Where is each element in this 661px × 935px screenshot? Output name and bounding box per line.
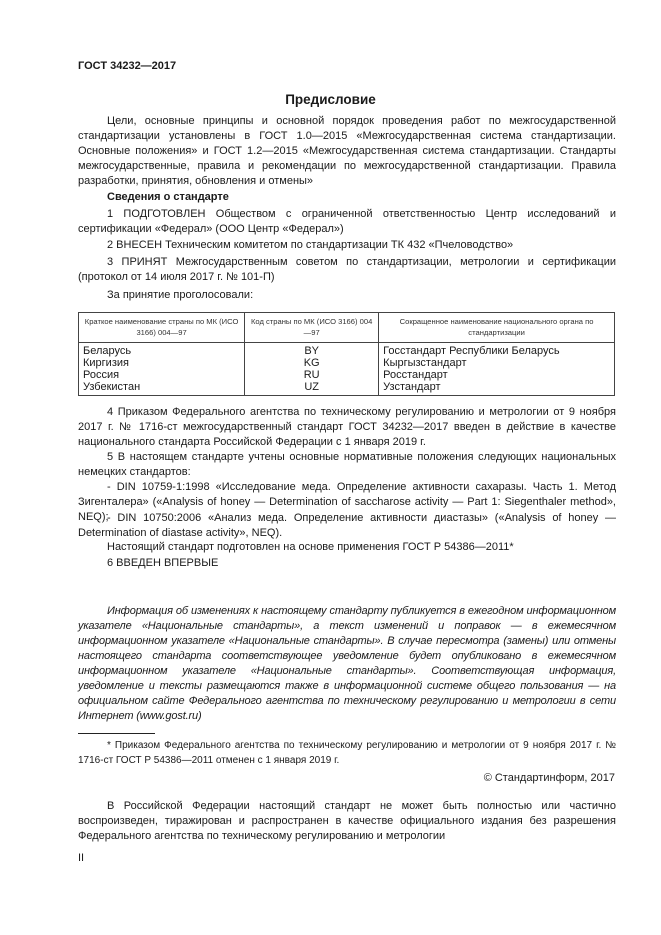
country-cell: Узбекистан (79, 381, 245, 396)
item-5: 5 В настоящем стандарте учтены основные нормативные положения следующих национальных немецких стандартов: (78, 451, 616, 478)
table-row (79, 369, 615, 381)
footnote: * Приказом Федерального агентства по техническому регулированию и метрологии от 9 ноября 2017 г. № 1716-ст ГОСТ Р 54386—2011 отменен с 1 января 2019 г. (78, 740, 616, 766)
table-row (79, 343, 615, 358)
voted-label: За принятие проголосовали: (107, 289, 254, 301)
body-cell: Узстандарт (379, 381, 615, 396)
copyright: © Стандартинформ, 2017 (483, 772, 615, 784)
body-cell: Кыргызстандарт (379, 357, 615, 369)
column-header-code: Код страны по МК (ИСО 3166) 004—97 (245, 313, 379, 343)
item-5-basis: Настоящий стандарт подготовлен на основе применения ГОСТ Р 54386—2011* (107, 541, 514, 553)
country-cell: Киргизия (79, 357, 245, 369)
page-title: Предисловие (285, 92, 376, 107)
member-states-table (78, 312, 615, 396)
column-header-body: Сокращенное наименование национального органа по стандартизации (379, 313, 615, 343)
reproduction-rights-notice: В Российской Федерации настоящий стандарт не может быть полностью или частично воспроизведен, тиражирован и распространен в качестве официального издания без разрешения Федерального агентства по техническому регулированию и метрологии (78, 800, 616, 842)
item-6: 6 ВВЕДЕН ВПЕРВЫЕ (107, 557, 219, 569)
intro-paragraph: Цели, основные принципы и основной порядок проведения работ по межгосударственной стандартизации установлены в ГОСТ 1.0—2015 «Межгосударственная система стандартизации. Основные положения» и ГОСТ 1.2—2015 «Межгосударственная система стандартизации. Стандарты межгосударственные, правила и рекомендации по межгосударственной стандартизации. Правила разработки, принятия, обновления и отмены» (78, 115, 616, 187)
item-2: 2 ВНЕСЕН Техническим комитетом по стандартизации ТК 432 «Пчеловодство» (107, 239, 514, 251)
column-header-country: Краткое наименование страны по МК (ИСО 3166) 004—97 (79, 313, 245, 343)
body-cell: Госстандарт Республики Беларусь (379, 343, 615, 358)
item-5-din-10750: - DIN 10750:2006 «Анализ меда. Определение активности диастазы» («Analysis of honey — Determination of diastase activity», NEQ). (78, 512, 616, 539)
code-cell: KG (245, 357, 379, 369)
table-row (79, 381, 615, 396)
country-cell: Россия (79, 369, 245, 381)
document-header: ГОСТ 34232—2017 (78, 60, 177, 72)
table-header-row (79, 313, 615, 343)
code-cell: RU (245, 369, 379, 381)
item-5-din-10759: - DIN 10759-1:1998 «Исследование меда. Определение активности сахаразы. Часть 1. Метод Зигенталера» («Analysis of honey — Determination of saccharose activity — Part 1: Siegenthaler method», NEQ); (78, 481, 616, 523)
footnote-divider (78, 733, 155, 734)
item-4: 4 Приказом Федерального агентства по техническому регулированию и метрологии от 9 ноября 2017 г. № 1716-ст межгосударственный стандарт ГОСТ 34232—2017 введен в действие в качестве национального стандарта Российской Федерации с 1 января 2019 г. (78, 406, 616, 448)
page-number: II (78, 852, 85, 864)
code-cell: BY (245, 343, 379, 358)
body-cell: Росстандарт (379, 369, 615, 381)
item-1: 1 ПОДГОТОВЛЕН Обществом с ограниченной ответственностью Центр исследований и сертификации «Федерал» (ООО Центр «Федерал») (78, 208, 616, 235)
country-cell: Беларусь (79, 343, 245, 358)
section-heading: Сведения о стандарте (107, 191, 229, 203)
table-row (79, 357, 615, 369)
code-cell: UZ (245, 381, 379, 396)
changes-info-note: Информация об изменениях к настоящему стандарту публикуется в ежегодном информационном указателе «Национальные стандарты», а текст изменений и поправок — в ежемесячном информационном указателе «Национальные стандарты». В случае пересмотра (замены) или отмены настоящего стандарта соответствующее уведомление будет опубликовано в ежемесячном информационном указателе «Национальные стандарты». Соответствующая информация, уведомление и тексты размещаются также в информационной системе общего пользования — на официальном сайте Федерального агентства по техническому регулированию и метрологии в сети Интернет (www.gost.ru) (78, 605, 616, 722)
item-3: 3 ПРИНЯТ Межгосударственным советом по стандартизации, метрологии и сертификации (протокол от 14 июля 2017 г. № 101-П) (78, 256, 616, 283)
